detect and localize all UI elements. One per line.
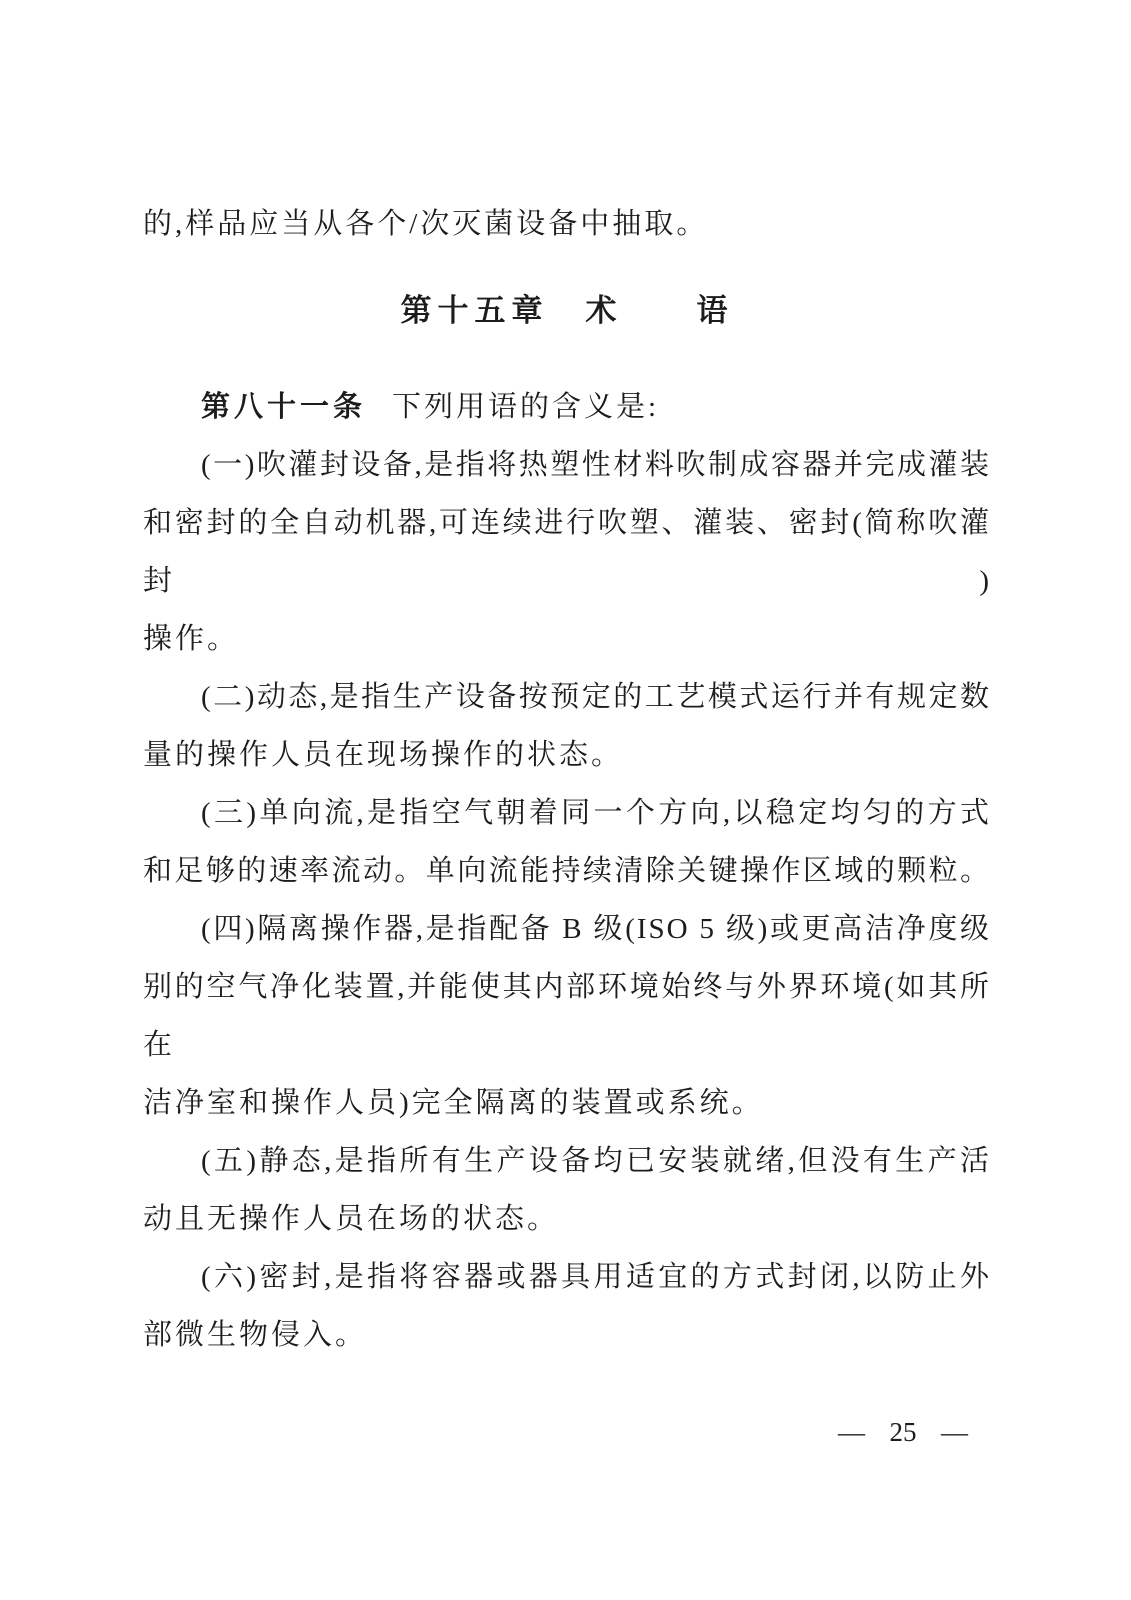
article-lead: 下列用语的含义是:	[392, 391, 660, 423]
article-number: 第八十一条	[201, 391, 367, 423]
body-line: 和密封的全自动机器,可连续进行吹塑、灌装、密封(简称吹灌封)	[143, 507, 991, 597]
page-content	[143, 195, 991, 1364]
page-number: 25	[889, 1417, 917, 1447]
body-line: (三)单向流,是指空气朝着同一个方向,以稳定均匀的方式	[201, 797, 991, 829]
intro-line: 的,样品应当从各个/次灭菌设备中抽取。	[143, 208, 709, 240]
body-line: 操作。	[143, 623, 240, 655]
body-line: (五)静态,是指所有生产设备均已安装就绪,但没有生产活	[201, 1145, 991, 1177]
body-line: 洁净室和操作人员)完全隔离的装置或系统。	[143, 1087, 764, 1119]
body-line: 动且无操作人员在场的状态。	[143, 1203, 560, 1235]
body-line: 和足够的速率流动。单向流能持续清除关键操作区域的颗粒。	[143, 855, 991, 887]
page-number-footer	[838, 1412, 968, 1452]
footer-left-dash: —	[838, 1417, 865, 1447]
body-line: 部微生物侵入。	[143, 1319, 368, 1351]
chapter-heading: 第十五章 术 语	[400, 293, 734, 328]
body-line: 量的操作人员在现场操作的状态。	[143, 739, 624, 771]
body-line: (二)动态,是指生产设备按预定的工艺模式运行并有规定数	[201, 681, 991, 713]
footer-right-dash: —	[941, 1417, 968, 1447]
body-line: (四)隔离操作器,是指配备 B 级(ISO 5 级)或更高洁净度级	[201, 913, 991, 945]
body-line: (一)吹灌封设备,是指将热塑性材料吹制成容器并完成灌装	[201, 449, 991, 481]
body-line: (六)密封,是指将容器或器具用适宜的方式封闭,以防止外	[201, 1261, 991, 1293]
article-line	[143, 378, 991, 436]
body-line: 别的空气净化装置,并能使其内部环境始终与外界环境(如其所在	[143, 971, 991, 1061]
